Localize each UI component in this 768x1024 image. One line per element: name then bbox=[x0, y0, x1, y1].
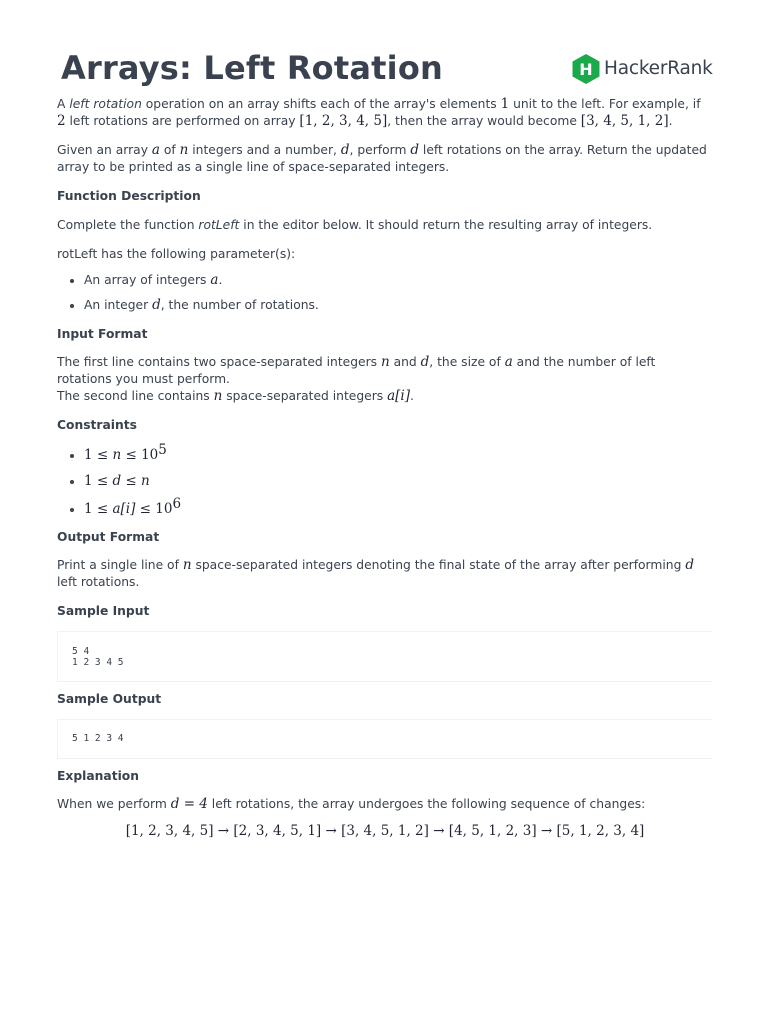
text: Given an array bbox=[57, 143, 152, 157]
text: space-separated integers bbox=[222, 389, 388, 403]
math-var-a: a bbox=[210, 272, 219, 288]
hackerrank-logo[interactable] bbox=[571, 52, 713, 86]
hackerrank-hexagon-icon bbox=[571, 53, 601, 85]
text: An array of integers bbox=[84, 273, 211, 287]
explanation-paragraph bbox=[57, 796, 713, 813]
math-text: 1 ≤ bbox=[84, 447, 113, 463]
section-heading-function-description: Function Description bbox=[57, 189, 201, 203]
math-d-equals-4: d = 4 bbox=[170, 796, 208, 812]
text: space-separated integers denoting the final state of the array after performing bbox=[191, 558, 686, 572]
code-line: 1 2 3 4 5 bbox=[72, 657, 124, 668]
input-format-paragraph bbox=[57, 354, 713, 405]
code-line: 5 4 bbox=[72, 646, 90, 657]
intro-paragraph-2 bbox=[57, 142, 713, 176]
section-heading-explanation: Explanation bbox=[57, 769, 139, 783]
list-item bbox=[84, 442, 713, 465]
logo-mark-letter: H bbox=[579, 60, 593, 79]
text: , the size of bbox=[429, 355, 505, 369]
logo-text: HackerRank bbox=[604, 58, 713, 79]
math-var-d: d bbox=[112, 473, 122, 489]
math-array-rotated: [3, 4, 5, 1, 2] bbox=[580, 113, 669, 129]
math-var-d: d bbox=[420, 354, 430, 370]
intro-paragraph-1 bbox=[57, 96, 713, 130]
text: of bbox=[159, 143, 180, 157]
sample-input-block bbox=[57, 631, 712, 682]
list-item bbox=[84, 272, 713, 289]
math-text: 1 ≤ bbox=[84, 501, 113, 517]
header bbox=[0, 0, 768, 96]
section-heading-sample-output: Sample Output bbox=[57, 692, 162, 706]
math-var-d: d bbox=[410, 142, 420, 158]
text: in the editor below. It should return the resulting array of integers. bbox=[239, 218, 653, 232]
math-text: ≤ 10 bbox=[121, 447, 159, 463]
text: , the number of rotations. bbox=[160, 298, 319, 312]
section-heading-output-format: Output Format bbox=[57, 530, 160, 544]
math-var-n: n bbox=[179, 142, 189, 158]
term-left-rotation: left rotation bbox=[69, 97, 142, 111]
section-heading-input-format: Input Format bbox=[57, 327, 148, 341]
text: unit to the left. For example, if bbox=[509, 97, 701, 111]
text: and bbox=[389, 355, 421, 369]
section-heading-constraints: Constraints bbox=[57, 418, 137, 432]
text: integers and a number, bbox=[188, 143, 341, 157]
list-item bbox=[84, 496, 713, 519]
math-exponent: 5 bbox=[158, 442, 167, 458]
output-format-paragraph bbox=[57, 557, 713, 591]
math-var-d: d bbox=[340, 142, 350, 158]
page-title: Arrays: Left Rotation bbox=[61, 49, 443, 87]
math-array-initial: [1, 2, 3, 4, 5] bbox=[299, 113, 388, 129]
parameter-list bbox=[57, 272, 713, 314]
math-var-n: n bbox=[182, 557, 192, 573]
math-exponent: 6 bbox=[172, 496, 182, 512]
text: The second line contains bbox=[57, 389, 214, 403]
math-var-n: n bbox=[112, 447, 122, 463]
math-text: ≤ bbox=[121, 473, 142, 489]
constraints-list bbox=[57, 442, 713, 519]
text: . bbox=[218, 273, 223, 287]
math-var-a-i: a[i] bbox=[112, 501, 136, 517]
math-var-a-i: a[i] bbox=[387, 388, 410, 404]
text: . bbox=[409, 389, 414, 403]
function-description-paragraph bbox=[57, 217, 713, 234]
text: left rotations, the array undergoes the following sequence of changes: bbox=[207, 797, 646, 811]
section-heading-sample-input: Sample Input bbox=[57, 604, 150, 618]
math-two: 2 bbox=[57, 113, 66, 129]
text: An integer bbox=[84, 298, 153, 312]
text: The first line contains two space-separated integers bbox=[57, 355, 381, 369]
math-one: 1 bbox=[500, 96, 510, 112]
text: When we perform bbox=[57, 797, 171, 811]
math-text: 1 ≤ bbox=[84, 473, 113, 489]
problem-statement bbox=[57, 96, 713, 840]
function-name: rotLeft bbox=[198, 218, 240, 232]
text: left rotations on the array. Return the updated array to be printed as a single line of space-separated integers. bbox=[57, 143, 707, 174]
math-var-a: a bbox=[151, 142, 160, 158]
text: left rotations are performed on array bbox=[65, 114, 300, 128]
math-var-d: d bbox=[152, 297, 161, 313]
math-text: ≤ 10 bbox=[135, 501, 173, 517]
math-var-n: n bbox=[141, 473, 150, 489]
math-var-n: n bbox=[380, 354, 390, 370]
parameters-intro: rotLeft has the following parameter(s): bbox=[57, 247, 296, 261]
math-var-d: d bbox=[685, 557, 694, 573]
text: , then the array would become bbox=[387, 114, 581, 128]
text: A bbox=[57, 97, 70, 111]
list-item bbox=[84, 297, 713, 314]
math-var-a: a bbox=[504, 354, 513, 370]
list-item bbox=[84, 471, 713, 491]
text: and the number of left rotations you must perform. bbox=[57, 355, 656, 386]
text: Print a single line of bbox=[57, 558, 183, 572]
text: left rotations. bbox=[57, 575, 140, 589]
text: Complete the function bbox=[57, 218, 199, 232]
code-line: 5 1 2 3 4 bbox=[72, 733, 124, 744]
math-var-n: n bbox=[213, 388, 223, 404]
text: . bbox=[668, 114, 673, 128]
text: operation on an array shifts each of the array's elements bbox=[141, 97, 501, 111]
rotation-sequence: [1, 2, 3, 4, 5] → [2, 3, 4, 5, 1] → [3, 4, 5, 1, 2] → [4, 5, 1, 2, 3] → [5, 1, 2, 3, 4] bbox=[125, 823, 645, 839]
text: , perform bbox=[349, 143, 411, 157]
sample-output-block bbox=[57, 719, 712, 759]
